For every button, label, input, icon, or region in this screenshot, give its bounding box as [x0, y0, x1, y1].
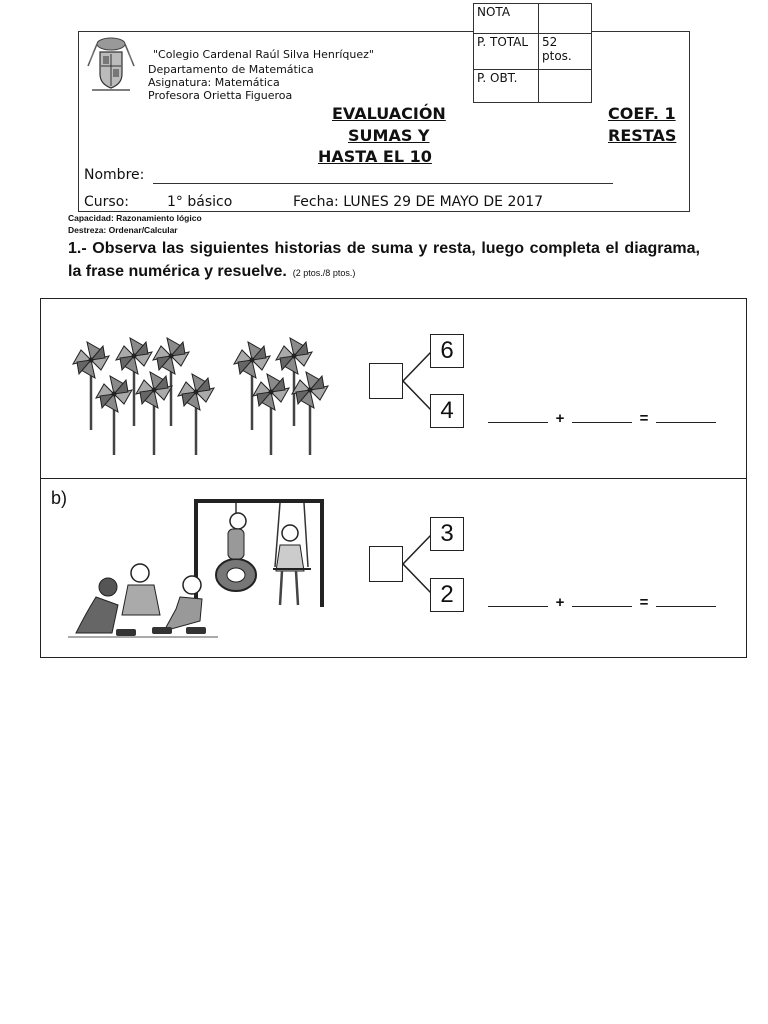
- addend-1-blank-b[interactable]: [488, 594, 548, 607]
- result-blank-b[interactable]: [656, 594, 716, 607]
- plus-sign-a: +: [555, 410, 565, 427]
- diagram-lines-a: [403, 350, 433, 412]
- subject: Asignatura: Matemática: [148, 76, 280, 89]
- capacity-text: Capacidad: Razonamiento lógico: [68, 213, 202, 223]
- exercise-divider: [40, 478, 747, 479]
- school-crest-icon: [86, 36, 136, 94]
- instruction: [68, 237, 700, 285]
- result-blank-a[interactable]: [656, 410, 716, 423]
- skill-text: Destreza: Ordenar/Calcular: [68, 225, 178, 235]
- name-field[interactable]: [153, 183, 613, 184]
- children-playing-illustration: [68, 495, 330, 645]
- addend-1-blank-a[interactable]: [488, 410, 548, 423]
- coef-line-1: COEF. 1: [608, 104, 676, 123]
- title-line-1: EVALUACIÓN: [332, 104, 446, 123]
- sum-box-b[interactable]: [369, 546, 403, 582]
- sum-box-a[interactable]: [369, 363, 403, 399]
- department: Departamento de Matemática: [148, 63, 314, 76]
- equals-sign-b: =: [639, 594, 649, 611]
- pinwheels-illustration: [66, 330, 341, 455]
- course-value: 1° básico: [167, 194, 233, 210]
- score-table: [473, 3, 592, 103]
- teacher: Profesora Orietta Figueroa: [148, 89, 293, 102]
- plus-sign-b: +: [555, 594, 565, 611]
- total-value: 52 ptos.: [539, 34, 592, 70]
- diagram-lines-b: [403, 533, 433, 595]
- instruction-text: 1.- Observa las siguientes historias de suma y resta, luego completa el diagrama, la frase numérica y resuelve.: [68, 240, 700, 280]
- number-box-a-bottom: 4: [430, 394, 464, 428]
- course-label: Curso:: [84, 194, 129, 210]
- title-line-2: SUMAS Y: [348, 126, 430, 145]
- addend-2-blank-b[interactable]: [572, 594, 632, 607]
- school-name: "Colegio Cardenal Raúl Silva Henríquez": [153, 48, 374, 61]
- nota-label: NOTA: [474, 4, 539, 34]
- name-label: Nombre:: [84, 167, 145, 183]
- equation-b: [488, 594, 716, 611]
- addend-2-blank-a[interactable]: [572, 410, 632, 423]
- date-text: Fecha: LUNES 29 DE MAYO DE 2017: [293, 194, 544, 210]
- coef-line-2: RESTAS: [608, 126, 677, 145]
- instruction-points: (2 ptos./8 ptos.): [292, 268, 356, 278]
- equation-a: [488, 410, 716, 427]
- nota-value[interactable]: [539, 4, 592, 34]
- obtained-value[interactable]: [539, 70, 592, 103]
- number-box-b-bottom: 2: [430, 578, 464, 612]
- total-label: P. TOTAL: [474, 34, 539, 70]
- number-box-b-top: 3: [430, 517, 464, 551]
- title-line-3: HASTA EL 10: [318, 147, 432, 166]
- number-box-a-top: 6: [430, 334, 464, 368]
- obtained-label: P. OBT.: [474, 70, 539, 103]
- equals-sign-a: =: [639, 410, 649, 427]
- exercise-b-label: b): [51, 488, 68, 508]
